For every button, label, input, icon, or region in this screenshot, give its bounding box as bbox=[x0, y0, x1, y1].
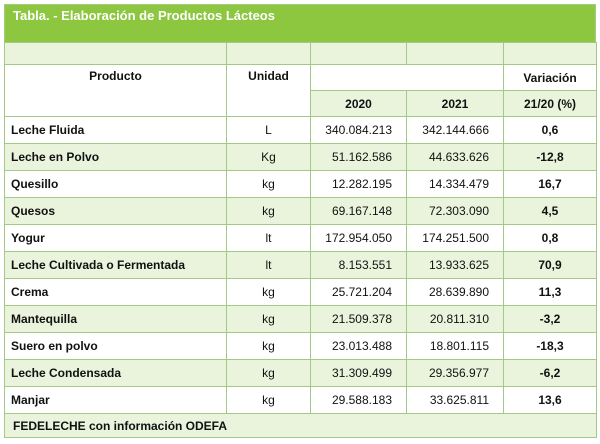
cell-variacion: 0,8 bbox=[504, 225, 597, 252]
cell-producto: Leche en Polvo bbox=[5, 144, 227, 171]
cell-variacion: -18,3 bbox=[504, 333, 597, 360]
table-row bbox=[5, 279, 597, 306]
cell-2021: 33.625.811 bbox=[407, 387, 504, 414]
header-spacer-cell bbox=[227, 43, 311, 65]
cell-producto: Quesillo bbox=[5, 171, 227, 198]
cell-unidad: kg bbox=[227, 306, 311, 333]
cell-unidad: kg bbox=[227, 171, 311, 198]
cell-2021: 14.334.479 bbox=[407, 171, 504, 198]
cell-2020: 8.153.551 bbox=[311, 252, 407, 279]
cell-2021: 18.801.115 bbox=[407, 333, 504, 360]
cell-2020: 172.954.050 bbox=[311, 225, 407, 252]
cell-producto: Crema bbox=[5, 279, 227, 306]
header-spacer-cell bbox=[504, 43, 597, 65]
table-row bbox=[5, 198, 597, 225]
cell-variacion: -12,8 bbox=[504, 144, 597, 171]
cell-variacion: 11,3 bbox=[504, 279, 597, 306]
cell-unidad: kg bbox=[227, 387, 311, 414]
table-row bbox=[5, 144, 597, 171]
header-row bbox=[5, 65, 597, 91]
cell-2021: 174.251.500 bbox=[407, 225, 504, 252]
cell-2020: 23.013.488 bbox=[311, 333, 407, 360]
cell-2021: 342.144.666 bbox=[407, 117, 504, 144]
cell-producto: Leche Condensada bbox=[5, 360, 227, 387]
cell-unidad: kg bbox=[227, 198, 311, 225]
table-row bbox=[5, 387, 597, 414]
header-variacion: Variación bbox=[504, 65, 597, 91]
cell-producto: Manjar bbox=[5, 387, 227, 414]
cell-2020: 51.162.586 bbox=[311, 144, 407, 171]
header-spacer-cell bbox=[311, 43, 407, 65]
cell-2021: 72.303.090 bbox=[407, 198, 504, 225]
cell-unidad: kg bbox=[227, 279, 311, 306]
table-title: Tabla. - Elaboración de Productos Lácteos bbox=[4, 4, 596, 42]
cell-variacion: 4,5 bbox=[504, 198, 597, 225]
cell-producto: Quesos bbox=[5, 198, 227, 225]
cell-2020: 69.167.148 bbox=[311, 198, 407, 225]
cell-producto: Yogur bbox=[5, 225, 227, 252]
cell-unidad: kg bbox=[227, 333, 311, 360]
cell-unidad: L bbox=[227, 117, 311, 144]
header-spacer-row bbox=[5, 43, 597, 65]
table-row bbox=[5, 360, 597, 387]
header-spacer-cell bbox=[407, 43, 504, 65]
cell-2021: 29.356.977 bbox=[407, 360, 504, 387]
table-row bbox=[5, 225, 597, 252]
header-2021: 2021 bbox=[407, 91, 504, 117]
cell-variacion: -6,2 bbox=[504, 360, 597, 387]
header-2020: 2020 bbox=[311, 91, 407, 117]
cell-2020: 25.721.204 bbox=[311, 279, 407, 306]
cell-producto: Mantequilla bbox=[5, 306, 227, 333]
cell-2020: 31.309.499 bbox=[311, 360, 407, 387]
header-unidad: Unidad bbox=[227, 65, 311, 117]
cell-unidad: kg bbox=[227, 360, 311, 387]
cell-2021: 20.811.310 bbox=[407, 306, 504, 333]
header-var-sub: 21/20 (%) bbox=[504, 91, 597, 117]
table-row bbox=[5, 333, 597, 360]
cell-2020: 340.084.213 bbox=[311, 117, 407, 144]
cell-2021: 28.639.890 bbox=[407, 279, 504, 306]
cell-unidad: lt bbox=[227, 252, 311, 279]
cell-variacion: -3,2 bbox=[504, 306, 597, 333]
cell-unidad: Kg bbox=[227, 144, 311, 171]
cell-producto: Leche Cultivada o Fermentada bbox=[5, 252, 227, 279]
cell-variacion: 13,6 bbox=[504, 387, 597, 414]
dairy-production-table bbox=[4, 42, 597, 438]
cell-2021: 44.633.626 bbox=[407, 144, 504, 171]
cell-producto: Leche Fluida bbox=[5, 117, 227, 144]
header-producto: Producto bbox=[5, 65, 227, 117]
cell-unidad: lt bbox=[227, 225, 311, 252]
header-spacer-cell bbox=[5, 43, 227, 65]
cell-2020: 29.588.183 bbox=[311, 387, 407, 414]
table-row bbox=[5, 171, 597, 198]
table-row bbox=[5, 252, 597, 279]
cell-2021: 13.933.625 bbox=[407, 252, 504, 279]
cell-variacion: 16,7 bbox=[504, 171, 597, 198]
cell-variacion: 70,9 bbox=[504, 252, 597, 279]
source-note: FEDELECHE con información ODEFA bbox=[5, 414, 597, 438]
table-row bbox=[5, 117, 597, 144]
cell-producto: Suero en polvo bbox=[5, 333, 227, 360]
source-footer-row bbox=[5, 414, 597, 438]
table-row bbox=[5, 306, 597, 333]
cell-2020: 21.509.378 bbox=[311, 306, 407, 333]
cell-2020: 12.282.195 bbox=[311, 171, 407, 198]
cell-variacion: 0,6 bbox=[504, 117, 597, 144]
header-years-group bbox=[311, 65, 504, 91]
